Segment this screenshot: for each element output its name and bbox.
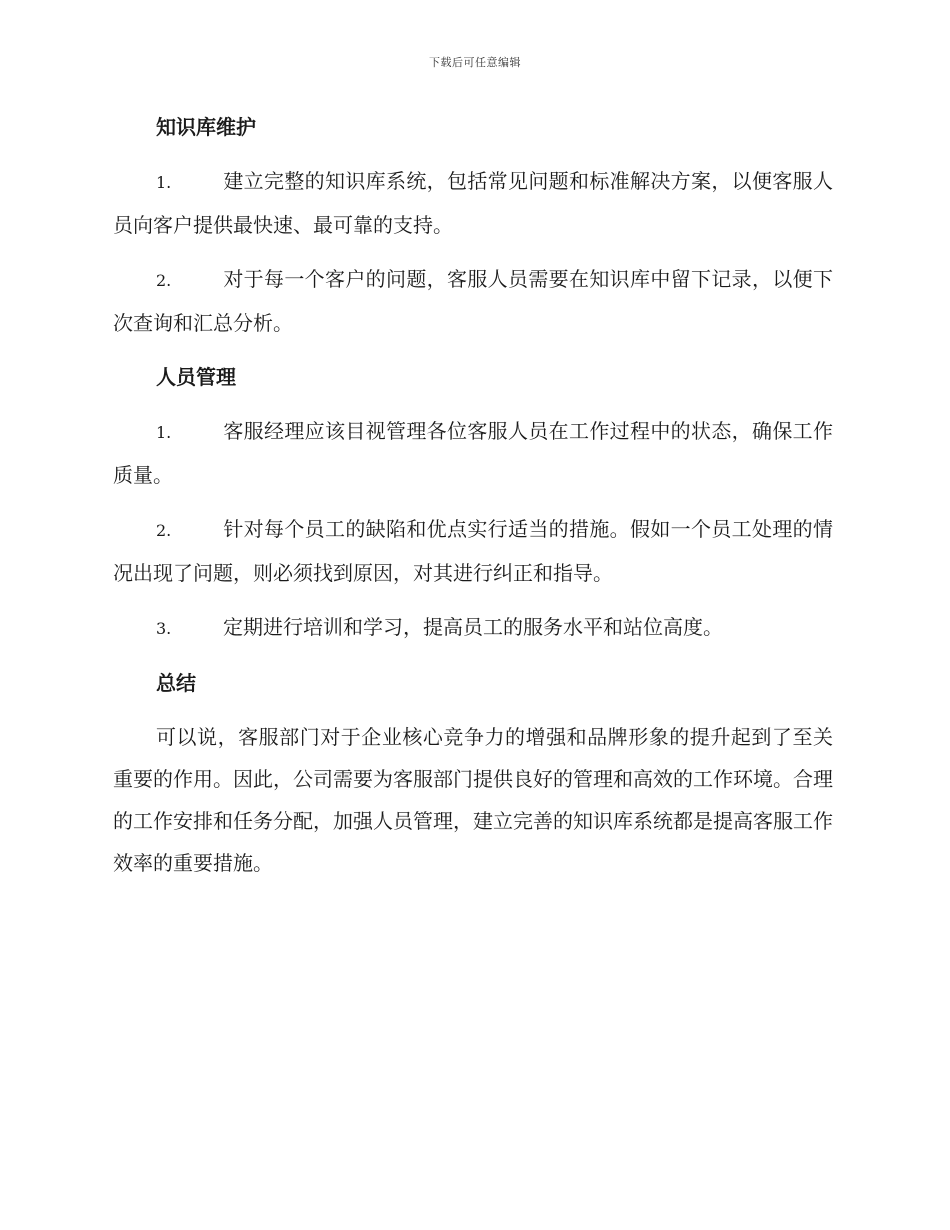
list-item [113,160,833,246]
list-item-text: 客服经理应该目视管理各位客服人员在工作过程中的状态，确保工作质量。 [113,419,833,487]
list-item-text: 建立完整的知识库系统，包括常见问题和标准解决方案，以便客服人员向客户提供最快速、最可靠的支持。 [113,169,833,237]
section-heading-personnel: 人员管理 [156,365,236,389]
list-item [113,410,833,496]
list-item [113,606,833,650]
list-item-text: 对于每一个客户的问题，客服人员需要在知识库中留下记录，以便下次查询和汇总分析。 [113,267,833,335]
summary-paragraph: 可以说，客服部门对于企业核心竞争力的增强和品牌形象的提升起到了至关重要的作用。因此，公司需要为客服部门提供良好的管理和高效的工作环境。合理的工作安排和任务分配，加强人员管理，建立完善的知识库系统都是提高客服工作效率的重要措施。 [113,725,833,875]
list-item-number: 1. [156,173,172,192]
section-heading-summary: 总结 [156,671,196,695]
list-item-number: 2. [156,521,172,540]
list-item-number: 3. [156,619,172,638]
list-item-number: 1. [156,423,172,442]
section-heading-knowledge: 知识库维护 [156,115,256,139]
list-item-text: 定期进行培训和学习，提高员工的服务水平和站位高度。 [223,615,723,639]
list-item [113,258,833,344]
header-note: 下载后可任意编辑 [429,56,521,69]
list-item-number: 2. [156,271,172,290]
document-body [113,106,833,884]
list-item [113,508,833,594]
list-item-text: 针对每个员工的缺陷和优点实行适当的措施。假如一个员工处理的情况出现了问题，则必须找到原因，对其进行纠正和指导。 [113,517,833,585]
